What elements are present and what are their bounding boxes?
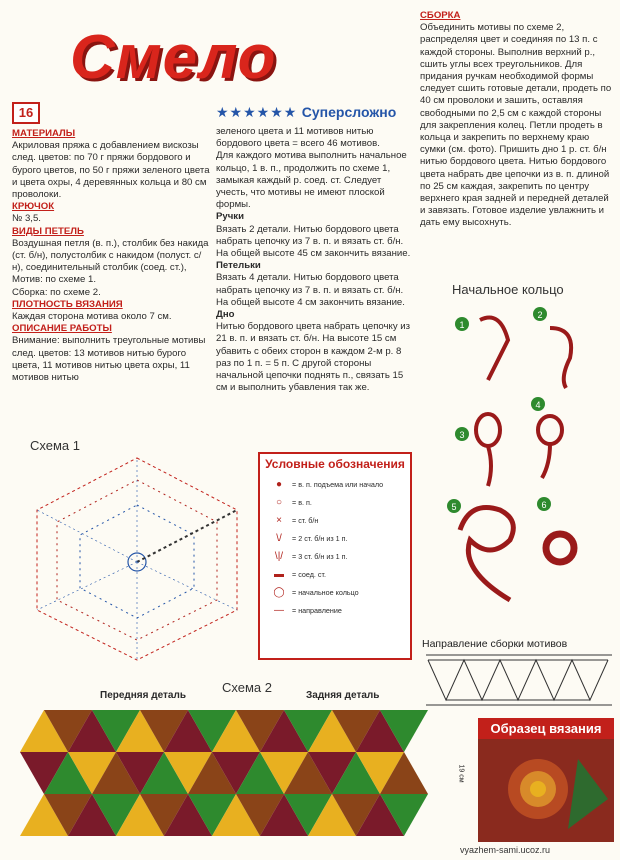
motif-text: Для каждого мотива выполнить начальное кольцо, 1 в. п., продолжить по схеме 1, замыкая каждый р. соед. ст. Следует учесть, что мотивы не имеют плоской формы. xyxy=(216,150,407,211)
motif-count-text: зеленого цвета и 11 мотивов нитью бордового цвета = всего 46 мотивов. xyxy=(216,126,380,150)
sample-title: Образец вязания xyxy=(478,718,614,739)
column-instructions xyxy=(216,126,412,394)
ring-step xyxy=(447,499,513,600)
assembly-instructions: Объединить мотивы по схеме 2, распределяя цвет и соединяя по 13 п. с каждой стороны. Выполнив верхний р., сшить углы всех треугольников. Для придания ручкам необходимой формы следует сшить готовые детали, продеть по 40 см проволоки и зашить, оставляя свободными по 2,5 см с каждой стороны для закрепления колец. Петли продеть в кольца и закрепить по верхнему краю сумки (см. фото). Пришить дно 1 р. ст. б/н нитью бордового цвета. Нитью бордового цвета набрать две цепочки из в. п. длиной по 25 см каждая, закрепить по центру верхнего края задней и передней деталей и завязать. Готовое изделие увлажнить и дать ему высохнуть. xyxy=(420,22,612,229)
materials-text: Акриловая пряжа с добавлением вискозы след. цветов: по 70 г пряжи бордового и бурого цветов, по 50 г пряжи зеленого цвета и цвета охры, 4 деревянных кольца и 80 см проволоки. xyxy=(12,140,210,201)
ring-title: Начальное кольцо xyxy=(452,282,564,297)
loops-text: Воздушная петля (в. п.), столбик без накида (ст. б/н), полустолбик с накидом (полуст. с/н), соединительный столбик (соед. ст.), Мотив: по схеме 1. xyxy=(12,237,209,286)
ring-step xyxy=(455,317,508,380)
handles-heading: Ручки xyxy=(216,211,245,223)
scheme1-diagram xyxy=(22,450,252,665)
column-materials xyxy=(12,128,210,384)
legend-symbol: ○ xyxy=(275,496,283,508)
legend-symbol: ● xyxy=(275,478,283,490)
legend-symbol: — xyxy=(274,604,284,616)
legend-item xyxy=(266,583,410,601)
hook-text: № 3,5. xyxy=(12,213,41,225)
direction-title: Направление сборки мотивов xyxy=(422,638,568,650)
legend-text: = ст. б/н xyxy=(292,515,319,525)
legend-text: = соед. ст. xyxy=(292,569,326,579)
legend-text: = в. п. подъема или начало xyxy=(292,479,384,489)
density-text: Каждая сторона мотива около 7 см. xyxy=(12,311,172,323)
scheme1-label: Схема 1 xyxy=(30,438,80,453)
step-number: 4 xyxy=(535,400,541,410)
step-number: 3 xyxy=(459,430,465,440)
legend-item xyxy=(266,547,410,565)
legend-title: Условные обозначения xyxy=(265,457,405,471)
materials-heading: МАТЕРИАЛЫ xyxy=(12,128,76,139)
legend-text: = начальное кольцо xyxy=(292,587,359,597)
legend-symbol: ▬ xyxy=(274,568,284,580)
legend-symbol: \/ xyxy=(276,532,282,544)
ring-steps-illustration xyxy=(440,300,612,630)
handles-text: Вязать 2 детали. Нитью бордового цвета набрать цепочку из 7 в. п. и вязать ст. б/н. На общей высоте 45 см закончить вязание. xyxy=(216,223,411,260)
legend-text: = направление xyxy=(292,605,342,615)
legend-item xyxy=(266,529,410,547)
scheme2-label: Схема 2 xyxy=(222,680,272,695)
direction-diagram xyxy=(424,652,616,708)
ring-step xyxy=(537,497,574,562)
step-number: 2 xyxy=(537,310,543,320)
legend-box xyxy=(258,452,412,660)
back-part-label: Задняя деталь xyxy=(306,690,380,701)
difficulty-rating xyxy=(216,104,396,122)
page-title: Смело xyxy=(70,23,277,92)
ring-step xyxy=(533,307,571,388)
step-number: 6 xyxy=(541,500,547,510)
legend-item xyxy=(266,493,410,511)
column-assembly xyxy=(420,10,612,230)
legend-text: = 3 ст. б/н из 1 п. xyxy=(292,551,348,561)
page-number: 16 xyxy=(12,102,40,124)
difficulty-label: Суперсложно xyxy=(301,104,397,120)
legend-symbol: ◯ xyxy=(273,586,285,598)
legend-item xyxy=(266,475,410,493)
dimension-label: 19 см xyxy=(457,764,465,783)
description-heading: ОПИСАНИЕ РАБОТЫ xyxy=(12,323,112,335)
legend-symbol: × xyxy=(276,514,282,526)
legend-item xyxy=(266,565,410,583)
difficulty-stars: ★★★★★★ xyxy=(216,104,298,120)
step-number: 5 xyxy=(451,502,457,512)
scheme2-diagram xyxy=(20,706,450,846)
bottom-text: Нитью бордового цвета набрать цепочку из 21 в. п. и вязать ст. б/н. На высоте 15 см убавить с обеих сторон в каждом 2-м р. 8 раз по 1 п. = 5 п. С другой стороны начальной цепочки поднять п., связать 15 см и выполнить убавления так же. xyxy=(216,321,411,394)
loops-small-heading: Петельки xyxy=(216,260,261,272)
bottom-heading: Дно xyxy=(216,309,235,321)
front-part-label: Передняя деталь xyxy=(100,690,186,701)
site-footer: vyazhem-sami.ucoz.ru xyxy=(460,845,551,855)
step-number: 1 xyxy=(459,320,465,330)
legend-symbol: \|/ xyxy=(274,550,284,562)
legend-item xyxy=(266,511,410,529)
assembly-text: Сборка: по схеме 2. xyxy=(12,286,101,298)
legend-text: = 2 ст. б/н из 1 п. xyxy=(292,533,348,543)
assembly-heading: СБОРКА xyxy=(420,10,461,21)
sample-photo xyxy=(478,718,614,842)
description-text: Внимание: выполнить треугольные мотивы след. цветов: 13 мотивов нитью бурого цвета, 11 мотивов нитью цвета охры, 11 мотивов нитью xyxy=(12,335,206,384)
ring-step xyxy=(531,397,562,478)
sample-photo-image xyxy=(478,739,614,837)
hook-heading: КРЮЧОК xyxy=(12,201,55,213)
legend-item xyxy=(266,601,410,619)
loops-heading: ВИДЫ ПЕТЕЛЬ xyxy=(12,225,84,237)
density-heading: ПЛОТНОСТЬ ВЯЗАНИЯ xyxy=(12,298,123,310)
legend-text: = в. п. xyxy=(292,497,312,507)
loops-small-text: Вязать 4 детали. Нитью бордового цвета набрать цепочку из 7 в. п. и вязать ст. б/н. На общей высоте 4 см закончить вязание. xyxy=(216,272,405,308)
ring-step xyxy=(455,414,500,486)
